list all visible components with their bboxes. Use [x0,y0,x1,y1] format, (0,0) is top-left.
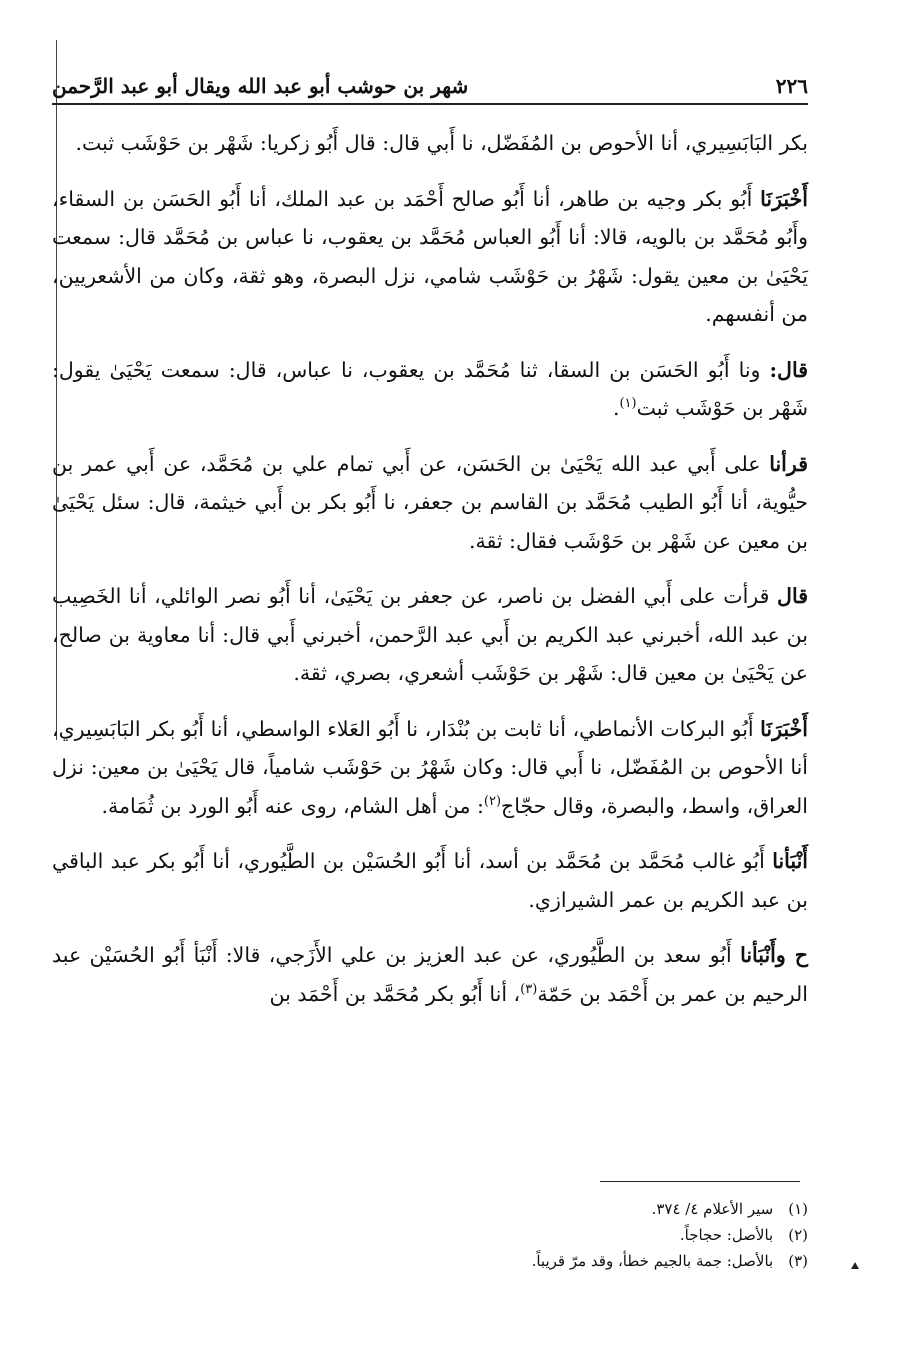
paragraph-4 [52,445,808,561]
footnote-3-number: (٣) [788,1252,808,1270]
paragraph-4-text: على أَبي عبد الله يَحْيَىٰ بن الحَسَن، عن أَبي تمام علي بن مُحَمَّد، عن أَبي عمر بن حيُّوية، أنا أَبُو الطيب مُحَمَّد بن القاسم بن جعفر، نا أَبُو بكر بن أَبي خيثمة، قال: سئل يَحْيَىٰ بن معين عن شَهْر بن حَوْشَب فقال: ثقة. [52,451,808,553]
footnote-2-text: بالأصل: حجاجاً. [679,1226,774,1244]
footnote-2 [380,1222,808,1248]
paragraph-2-lead: أَخْبَرَنَا [760,186,808,211]
running-title: شهر بن حوشب أبو عبد الله ويقال أبو عبد الرَّحمن [52,74,469,98]
paragraph-8-lead: ح وأَنْبَأنا [740,943,808,967]
paragraph-1 [52,124,808,163]
paragraph-6-text: أَبُو البركات الأنماطي، أنا ثابت بن بُنْدَار، نا أَبُو العَلاء الواسطي، أنا أَبُو بكر البَابَسِيري، أنا الأحوص بن المُفَضّل، نا أَبي قال: وكان شَهْرُ بن حَوْشَب شامياً، قال يَحْيَىٰ بن معين: نزل العراق، واسط، والبصرة، وقال حجّاج [52,716,808,818]
page-header [52,58,808,104]
paragraph-5-lead: قال [777,584,808,608]
paragraph-6 [52,710,808,826]
corner-mark [851,1262,859,1269]
paragraph-4-lead: قرأنا [769,451,808,476]
paragraph-5-text: قرأت على أَبي الفضل بن ناصر، عن جعفر بن يَحْيَىٰ، أنا أَبُو نصر الوائلي، أنا الخَصِيب بن عبد الله، أخبرني عبد الكريم بن أَبي عبد الرَّحمن، أخبرني أَبي قال: أنا معاوية بن صالح، عن يَحْيَىٰ بن معين قال: شَهْر بن حَوْشَب أشعري، بصري، ثقة. [52,584,808,685]
paragraph-8-text: أَبُو سعد بن الطَّيُوري، عن عبد العزيز بن علي الأَزَجي، قالا: أَنْبَأ أَبُو الحُسَيْن عبد الرحيم بن عمر بن أَحْمَد بن حَمّة [52,943,808,1006]
footnote-ref-2: (٢) [483,793,502,809]
footnote-1-number: (١) [788,1200,808,1218]
paragraph-3-tail: . [612,396,620,420]
paragraph-3 [52,351,808,428]
paragraph-7-text: أَبُو غالب مُحَمَّد بن مُحَمَّد بن أسد، أنا أَبُو الحُسَيْن بن الطَّيُوري، أنا أَبُو بكر عبد الباقي بن عبد الكريم بن عمر الشيرازي. [52,849,808,912]
footnote-3 [380,1248,808,1274]
paragraph-8-tail: ، أنا أَبُو بكر مُحَمَّد بن أَحْمَد بن [269,981,521,1006]
footnotes [380,1196,808,1274]
paragraph-2-text: أَبُو بكر وجيه بن طاهر، أنا أَبُو صالح أَحْمَد بن عبد الملك، أنا أَبُو الحَسَن بن السقاء، وأَبُو مُحَمَّد بن بالويه، قالا: أنا أَبُو العباس مُحَمَّد بن يعقوب، نا عباس بن مُحَمَّد قال: سمعت يَحْيَىٰ بن معين يقول: شَهْرُ بن حَوْشَب شامي، نزل البصرة، وهو ثقة، وكان من الأشعريين، من أنفسهم. [52,186,808,326]
paragraph-7 [52,842,808,919]
footnote-1 [380,1196,808,1222]
paragraph-6-lead: أَخْبَرَنَا [760,716,808,741]
paragraph-3-lead: قال: [769,357,808,382]
header-rule [52,103,808,105]
paragraph-7-lead: أَنْبَأنا [772,849,808,873]
footnote-rule [600,1181,800,1182]
paragraph-3-text: ونا أَبُو الحَسَن بن السقا، ثنا مُحَمَّد بن يعقوب، نا عباس، قال: سمعت يَحْيَىٰ يقول: شَهْر بن حَوْشَب ثبت [52,357,808,420]
footnote-ref-1: (١) [619,396,637,412]
page-number: ٢٢٦ [775,74,808,98]
main-text [52,124,808,1030]
paragraph-6-tail: : من أهل الشام، روى عنه أَبُو الورد بن ثُمَامة. [101,793,484,818]
paragraph-2 [52,180,808,334]
paragraph-5 [52,577,808,693]
footnote-3-text: بالأصل: جمة بالجيم خطأ، وقد مرّ قريباً. [531,1252,774,1270]
footnote-1-text: سير الأعلام ٤/ ٣٧٤. [651,1200,774,1218]
footnote-ref-3: (٣) [520,981,538,997]
paragraph-1-text: بكر البَابَسِيري، أنا الأحوص بن المُفَضّل، نا أَبي قال: قال أَبُو زكريا: شَهْر بن حَوْشَب ثبت. [75,131,808,155]
paragraph-8 [52,936,808,1013]
footnote-2-number: (٢) [788,1226,808,1244]
